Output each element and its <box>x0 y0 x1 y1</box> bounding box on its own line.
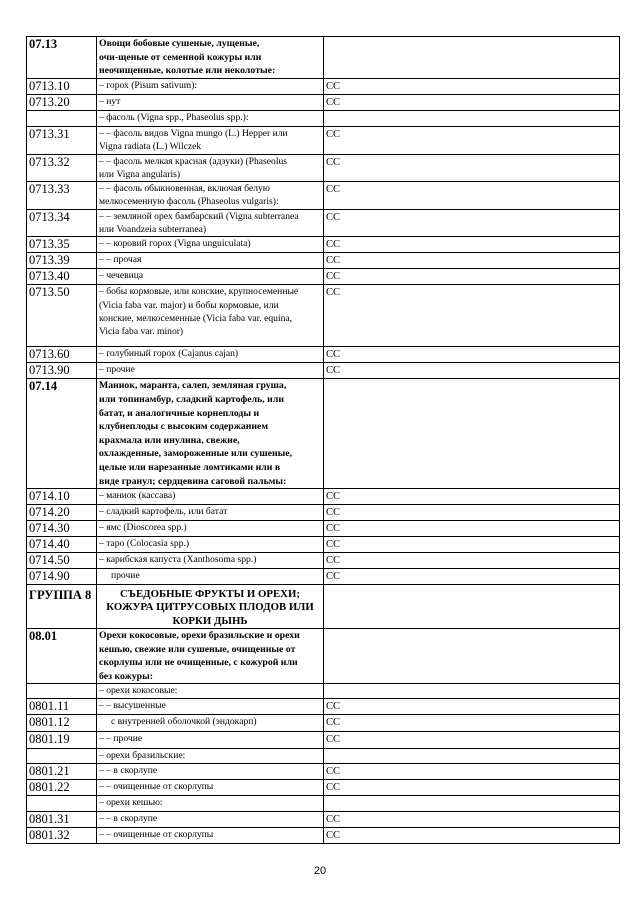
row-description: – – прочая <box>97 253 324 269</box>
row-mark: СС <box>324 269 620 285</box>
row-description: – орехи кокосовые: <box>97 684 324 699</box>
row-mark <box>324 749 620 764</box>
row-description: – – земляной орех бамбарский (Vigna subterranea или Voandzeia subterranea) <box>97 209 324 237</box>
table-row <box>27 780 620 796</box>
table-row <box>27 585 620 629</box>
row-mark: СС <box>324 780 620 796</box>
table-row <box>27 79 620 95</box>
table-row <box>27 569 620 585</box>
row-description: – маниок (кассава) <box>97 489 324 505</box>
row-code: 0713.20 <box>27 95 97 111</box>
row-code: 0714.20 <box>27 505 97 521</box>
row-description: – таро (Colocasia spp.) <box>97 537 324 553</box>
row-code: 07.13 <box>27 37 97 79</box>
table-row <box>27 111 620 127</box>
table-row <box>27 715 620 732</box>
row-mark <box>324 684 620 699</box>
row-description: – нут <box>97 95 324 111</box>
row-code: 07.14 <box>27 379 97 489</box>
table-row <box>27 521 620 537</box>
row-code: 0714.30 <box>27 521 97 537</box>
row-code: 0801.19 <box>27 732 97 749</box>
row-mark: СС <box>324 285 620 347</box>
row-mark: СС <box>324 732 620 749</box>
row-code: 0714.50 <box>27 553 97 569</box>
row-code: 0714.90 <box>27 569 97 585</box>
table-row <box>27 95 620 111</box>
row-mark: СС <box>324 521 620 537</box>
row-description: – – в скорлупе <box>97 764 324 780</box>
row-code: 08.01 <box>27 629 97 684</box>
row-description: СЪЕДОБНЫЕ ФРУКТЫ И ОРЕХИ; КОЖУРА ЦИТРУСОВЫХ ПЛОДОВ ИЛИ КОРКИ ДЫНЬ <box>97 585 324 629</box>
table-row <box>27 127 620 155</box>
row-code: 0713.10 <box>27 79 97 95</box>
table-row <box>27 182 620 210</box>
table-row <box>27 749 620 764</box>
row-code: 0713.39 <box>27 253 97 269</box>
table-row <box>27 812 620 828</box>
table-row <box>27 537 620 553</box>
table-row <box>27 347 620 363</box>
row-description: – прочие <box>97 363 324 379</box>
row-code: 0801.22 <box>27 780 97 796</box>
row-code: 0801.32 <box>27 828 97 844</box>
table-row <box>27 553 620 569</box>
row-description: – – коровий горох (Vigna unguiculata) <box>97 237 324 253</box>
row-mark <box>324 379 620 489</box>
row-mark: СС <box>324 79 620 95</box>
row-code: 0801.11 <box>27 699 97 715</box>
row-code: 0713.40 <box>27 269 97 285</box>
table-row <box>27 237 620 253</box>
row-code: 0713.31 <box>27 127 97 155</box>
row-mark: СС <box>324 347 620 363</box>
row-mark: СС <box>324 363 620 379</box>
row-mark: СС <box>324 553 620 569</box>
table-row <box>27 684 620 699</box>
row-description: – чечевица <box>97 269 324 285</box>
row-description: – ямс (Dioscorea spp.) <box>97 521 324 537</box>
row-mark: СС <box>324 699 620 715</box>
table-row <box>27 489 620 505</box>
table-row <box>27 209 620 237</box>
table-row <box>27 505 620 521</box>
table-row <box>27 764 620 780</box>
row-code: 0713.50 <box>27 285 97 347</box>
row-mark: СС <box>324 812 620 828</box>
table-row <box>27 828 620 844</box>
row-description: – карибская капуста (Xanthosoma spp.) <box>97 553 324 569</box>
page-number: 20 <box>313 865 327 877</box>
table-row <box>27 269 620 285</box>
row-code: 0714.10 <box>27 489 97 505</box>
row-code: 0801.12 <box>27 715 97 732</box>
row-mark: СС <box>324 569 620 585</box>
row-mark <box>324 585 620 629</box>
row-code: 0713.33 <box>27 182 97 210</box>
table-row <box>27 363 620 379</box>
row-description: – – очищенные от скорлупы <box>97 780 324 796</box>
table-row <box>27 699 620 715</box>
row-description: – сладкий картофель, или батат <box>97 505 324 521</box>
row-description: – – очищенные от скорлупы <box>97 828 324 844</box>
row-description: – – в скорлупе <box>97 812 324 828</box>
row-description: – фасоль (Vigna spp., Phaseolus spp.): <box>97 111 324 127</box>
table-body <box>27 37 620 844</box>
row-description: – орехи бразильские: <box>97 749 324 764</box>
row-description: – – фасоль мелкая красная (адзуки) (Phaseolus или Vigna angularis) <box>97 154 324 182</box>
row-code: 0801.31 <box>27 812 97 828</box>
row-description: с внутренней оболочкой (эндокарп) <box>97 715 324 732</box>
row-code: 0801.21 <box>27 764 97 780</box>
row-mark: СС <box>324 764 620 780</box>
row-mark: СС <box>324 154 620 182</box>
table-row <box>27 285 620 347</box>
row-code: 0713.60 <box>27 347 97 363</box>
row-mark <box>324 37 620 79</box>
row-mark <box>324 796 620 812</box>
row-code: 0713.90 <box>27 363 97 379</box>
row-description: – – прочие <box>97 732 324 749</box>
table-row <box>27 732 620 749</box>
row-description: – горох (Pisum sativum): <box>97 79 324 95</box>
row-code <box>27 684 97 699</box>
row-code <box>27 111 97 127</box>
row-code: ГРУППА 8 <box>27 585 97 629</box>
row-mark: СС <box>324 715 620 732</box>
row-description: Овощи бобовые сушеные, лущеные, очи-щеные от семенной кожуры или неочищенные, колотые или неколотые: <box>97 37 324 79</box>
row-description: – – высушенные <box>97 699 324 715</box>
row-description: Орехи кокосовые, орехи бразильские и орехи кешью, свежие или сушеные, очищенные от скорлупы или не очищенные, с кожурой или без кожуры: <box>97 629 324 684</box>
row-code: 0713.35 <box>27 237 97 253</box>
row-description: – бобы кормовые, или конские, крупносеменные (Vicia faba var. major) и бобы кормовые, или конские, мелкосеменные (Vicia faba var. equina, Vicia faba var. minor) <box>97 285 324 347</box>
row-description: Маниок, маранта, салеп, земляная груша, или топинамбур, сладкий картофель, или батат, и аналогичные корнеплоды и клубнеплоды с высоким содержанием крахмала или инулина, свежие, охлажденные, замороженные или сушеные, целые или нарезанные ломтиками или в виде гранул; сердцевина саговой пальмы: <box>97 379 324 489</box>
table-row <box>27 154 620 182</box>
row-description: прочие <box>97 569 324 585</box>
row-mark <box>324 629 620 684</box>
row-mark: СС <box>324 127 620 155</box>
row-mark: СС <box>324 253 620 269</box>
row-mark: СС <box>324 537 620 553</box>
table-row <box>27 37 620 79</box>
row-description: – – фасоль видов Vigna mungo (L.) Hepper или Vigna radiata (L.) Wilczek <box>97 127 324 155</box>
row-mark: СС <box>324 828 620 844</box>
row-mark: СС <box>324 209 620 237</box>
row-mark: СС <box>324 489 620 505</box>
row-code <box>27 749 97 764</box>
row-mark: СС <box>324 237 620 253</box>
row-description: – голубиный горох (Cajanus cajan) <box>97 347 324 363</box>
tariff-table <box>26 36 620 844</box>
row-description: – орехи кешью: <box>97 796 324 812</box>
table-row <box>27 379 620 489</box>
row-code: 0714.40 <box>27 537 97 553</box>
row-description: – – фасоль обыкновенная, включая белую мелкосеменную фасоль (Phaseolus vulgaris): <box>97 182 324 210</box>
row-mark: СС <box>324 95 620 111</box>
row-mark: СС <box>324 182 620 210</box>
table-row <box>27 629 620 684</box>
row-code <box>27 796 97 812</box>
row-mark <box>324 111 620 127</box>
table-row <box>27 253 620 269</box>
table-row <box>27 796 620 812</box>
row-code: 0713.34 <box>27 209 97 237</box>
row-mark: СС <box>324 505 620 521</box>
row-code: 0713.32 <box>27 154 97 182</box>
